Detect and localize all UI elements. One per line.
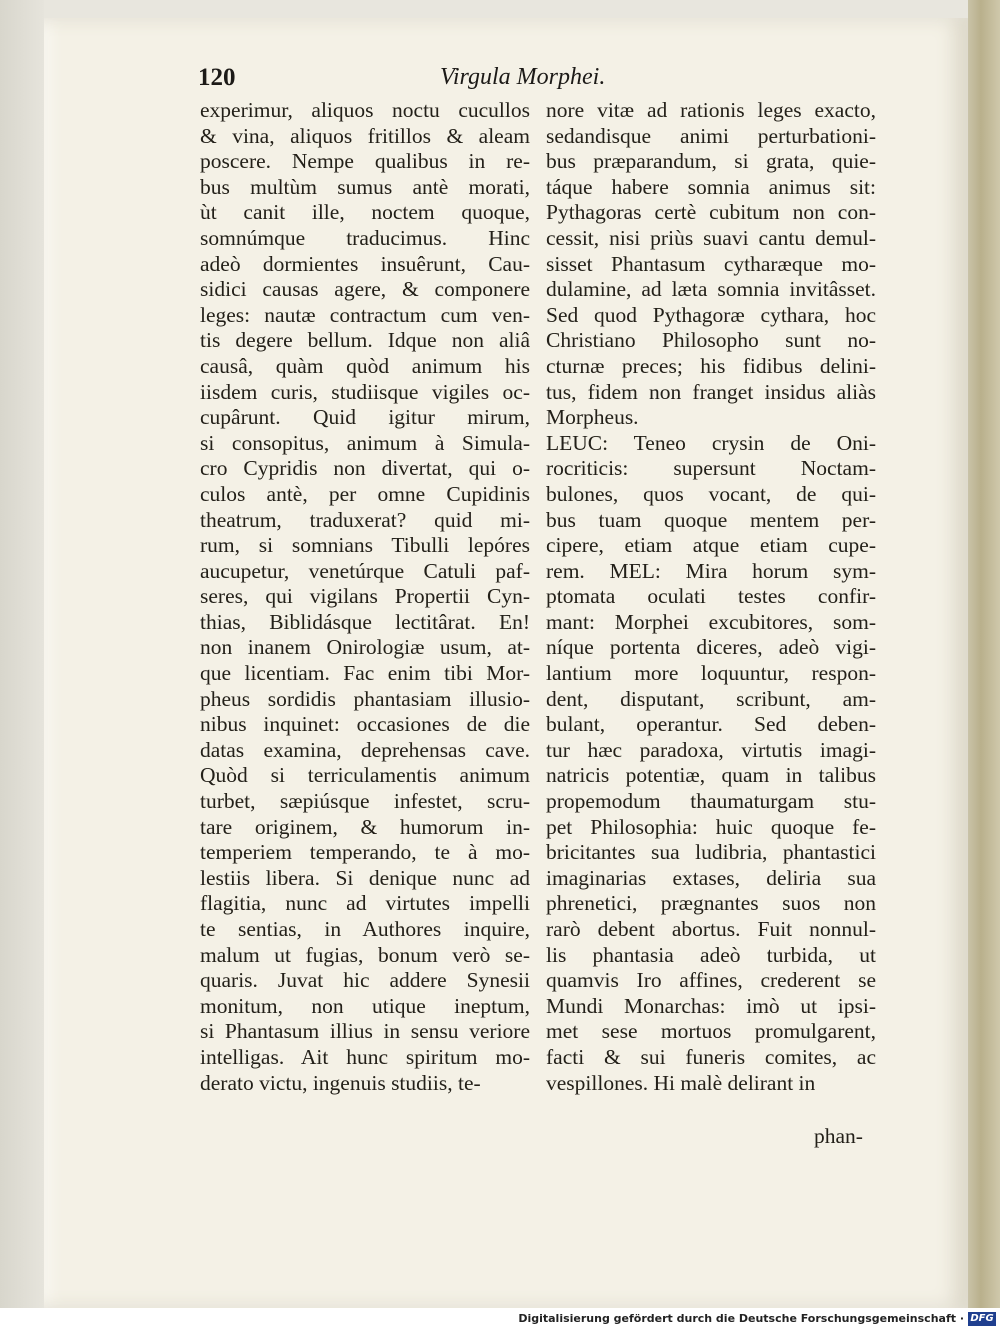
text-line: si Phantasum illius in sensu veriore — [200, 1019, 530, 1044]
page-header — [198, 64, 862, 94]
text-column-right — [546, 98, 876, 1096]
text-line: theatrum, traduxerat? quid mi- — [200, 507, 530, 532]
text-line: rum, si somnians Tibulli lepóres — [200, 533, 530, 558]
funding-notice: Digitalisierung gefördert durch die Deutsche Forschungsgemeinschaft · — [518, 1312, 964, 1325]
text-line: cupârunt. Quid igitur mirum, — [200, 405, 530, 430]
text-line: causâ, quàm quòd animum his — [200, 353, 530, 378]
text-line: bus tuam quoque mentem per- — [546, 507, 876, 532]
text-line: pet Philosophia: huic quoque fe- — [546, 814, 876, 839]
text-line: Pythagoras certè cubitum non con- — [546, 200, 876, 225]
text-line: ùt canit ille, noctem quoque, — [200, 200, 530, 225]
text-line: cturnæ preces; his fidibus delini- — [546, 353, 876, 378]
text-line: phrenetici, prægnantes suos non — [546, 891, 876, 916]
text-line: adeò dormientes insuêrunt, Cau- — [200, 251, 530, 276]
text-line: seres, qui vigilans Propertii Cyn- — [200, 584, 530, 609]
text-line: aucupetur, venetúrque Catuli paf- — [200, 558, 530, 583]
text-line: si consopitus, animum à Simula- — [200, 430, 530, 455]
book-edge-left — [0, 0, 44, 1308]
text-line: iisdem curis, studiisque vigiles oc- — [200, 379, 530, 404]
text-line: tur hæc paradoxa, virtutis imagi- — [546, 737, 876, 762]
text-line: táque habere somnia animus sit: — [546, 174, 876, 199]
text-line: thias, Biblidásque lectitârat. En! — [200, 609, 530, 634]
text-line: bulant, operantur. Sed deben- — [546, 712, 876, 737]
text-line: nore vitæ ad rationis leges exacto, — [546, 98, 876, 122]
text-line: datas examina, deprehensas cave. — [200, 737, 530, 762]
text-line: lantium more loquuntur, respon- — [546, 661, 876, 686]
text-line: intelligas. Ait hunc spiritum mo- — [200, 1044, 530, 1069]
page-number: 120 — [198, 64, 236, 91]
text-line: vespillones. Hi malè delirant in — [546, 1070, 816, 1095]
text-line: quaris. Juvat hic addere Synesii — [200, 968, 530, 993]
text-line: Morpheus. — [546, 405, 639, 430]
text-line: Quòd si terriculamentis animum — [200, 763, 530, 788]
text-line: derato victu, ingenuis studiis, te- — [200, 1070, 481, 1095]
text-line: nibus inquinet: occasiones de die — [200, 712, 530, 737]
dfg-logo: DFG — [968, 1312, 996, 1326]
digitization-footer — [0, 1308, 1000, 1331]
text-line: Mundi Monarchas: imò ut ipsi- — [546, 993, 876, 1018]
text-line: leges: nautæ contractum cum ven- — [200, 302, 530, 327]
text-line: rem. MEL: Mira horum sym- — [546, 558, 876, 583]
text-line: pheus sordidis phantasiam illusio- — [200, 686, 530, 711]
text-line: lis phantasia adeò turbida, ut — [546, 942, 876, 967]
text-line: facti & sui funeris comites, ac — [546, 1044, 876, 1069]
text-line: monitum, non utique ineptum, — [200, 993, 530, 1018]
text-line: dent, disputant, scribunt, am- — [546, 686, 876, 711]
text-line: bulones, quos vocant, de qui- — [546, 481, 876, 506]
text-line: met sese mortuos promulgarent, — [546, 1019, 876, 1044]
text-line: sidici causas agere, & componere — [200, 277, 530, 302]
text-line: malum ut fugias, bonum verò se- — [200, 942, 530, 967]
text-line: que licentiam. Fac enim tibi Mor- — [200, 661, 530, 686]
text-line: imaginarias extases, deliria sua — [546, 865, 876, 890]
text-line: & vina, aliquos fritillos & aleam — [200, 123, 530, 148]
text-line: bus multùm sumus antè morati, — [200, 174, 530, 199]
text-line: non inanem Onirologiæ usum, at- — [200, 635, 530, 660]
text-line: níque portenta diceres, adeò vigi- — [546, 635, 876, 660]
text-line: mant: Morphei excubitores, som- — [546, 609, 876, 634]
text-line: flagitia, nunc ad virtutes impelli — [200, 891, 530, 916]
text-line: tare originem, & humorum in- — [200, 814, 530, 839]
text-line: turbet, sæpiúsque infestet, scru- — [200, 789, 530, 814]
text-line: dulamine, ad læta somnia invitâsset. — [546, 277, 876, 302]
text-line: experimur, aliquos noctu cucullos — [200, 98, 530, 122]
text-line: lestiis libera. Si denique nunc ad — [200, 865, 530, 890]
text-line: ptomata oculati testes confir- — [546, 584, 876, 609]
text-line: tis degere bellum. Idque non aliâ — [200, 328, 530, 353]
text-line: LEUC: Teneo crysin de Oni- — [546, 430, 876, 455]
text-line: cro Cypridis non divertat, qui o- — [200, 456, 530, 481]
text-line: Sed quod Pythagoræ cythara, hoc — [546, 302, 876, 327]
text-line: somnúmque traducimus. Hinc — [200, 225, 530, 250]
text-line: quamvis Iro affines, crederent se — [546, 968, 876, 993]
text-line: natricis potentiæ, quam in talibus — [546, 763, 876, 788]
text-line: tus, fidem non franget insidus aliàs — [546, 379, 876, 404]
running-title: Virgula Morphei. — [440, 64, 606, 90]
catchword: phan- — [814, 1124, 863, 1148]
text-line: bus præparandum, si grata, quie- — [546, 149, 876, 174]
text-line: sedandisque animi perturbationi- — [546, 123, 876, 148]
text-line: cipere, etiam atque etiam cupe- — [546, 533, 876, 558]
text-line: propemodum thaumaturgam stu- — [546, 789, 876, 814]
text-line: te sentias, in Authores inquire, — [200, 917, 530, 941]
text-line: rocriticis: supersunt Noctam- — [546, 456, 876, 481]
text-column-left — [200, 98, 530, 1096]
text-line: Christiano Philosopho sunt no- — [546, 328, 876, 353]
text-line: bricitantes sua ludibria, phantastici — [546, 840, 876, 865]
text-line: temperiem temperando, te à mo- — [200, 840, 530, 865]
text-line: culos antè, per omne Cupidinis — [200, 481, 530, 506]
book-edge-right — [968, 0, 1000, 1308]
text-line: cessit, nisi priùs suavi cantu demul- — [546, 225, 876, 250]
text-line: rarò debent abortus. Fuit nonnul- — [546, 917, 876, 941]
text-line: poscere. Nempe qualibus in re- — [200, 149, 530, 174]
text-line: sisset Phantasum cytharæque mo- — [546, 251, 876, 276]
